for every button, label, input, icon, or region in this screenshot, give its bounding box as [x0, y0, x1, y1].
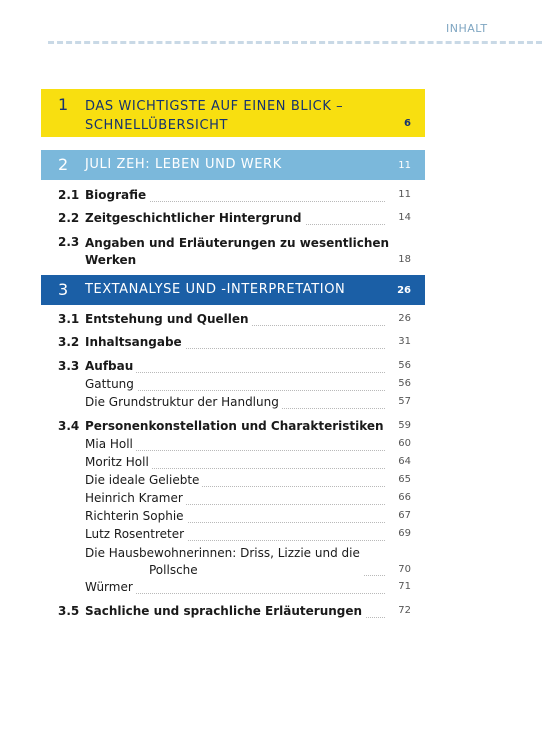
entry-title: Lutz Rosentreter — [85, 527, 187, 541]
entry-title — [85, 235, 392, 269]
entry-title: Die ideale Geliebte — [85, 473, 202, 487]
page-header-label: INHALT — [446, 22, 488, 35]
toc-subentry[interactable] — [41, 527, 425, 545]
entry-number: 3.3 — [58, 359, 80, 373]
chapter-title — [85, 97, 343, 135]
toc-entry-3-5[interactable] — [41, 604, 425, 622]
toc-subentry[interactable] — [41, 437, 425, 455]
entry-page: 18 — [398, 254, 411, 265]
header-dashed-rule — [48, 41, 542, 44]
toc-subentry[interactable] — [41, 395, 425, 413]
toc-subentry[interactable] — [41, 580, 425, 598]
entry-title: Biografie — [85, 188, 149, 202]
chapter-title: JULI ZEH: LEBEN UND WERK — [85, 157, 282, 172]
entry-page: 26 — [398, 313, 411, 324]
chapter-number: 2 — [58, 155, 69, 174]
entry-title: Personenkonstellation und Charakteristiken — [85, 419, 387, 433]
toc-subentry[interactable] — [41, 377, 425, 395]
entry-title: Sachliche und sprachliche Erläuterungen — [85, 604, 365, 618]
chapter-number: 3 — [58, 280, 69, 299]
toc-entry-3-3[interactable] — [41, 359, 425, 377]
entry-number: 3.2 — [58, 335, 80, 349]
entry-number: 3.4 — [58, 419, 80, 433]
entry-page: 14 — [398, 212, 411, 223]
entry-title: Gattung — [85, 377, 137, 391]
chapter-title-line-1: DAS WICHTIGSTE AUF EINEN BLICK – — [85, 99, 344, 114]
chapter-page: 26 — [397, 285, 411, 296]
entry-page: 71 — [398, 581, 411, 592]
entry-page: 60 — [398, 438, 411, 449]
toc-subentry[interactable] — [41, 545, 425, 579]
entry-page: 64 — [398, 456, 411, 467]
entry-page: 66 — [398, 492, 411, 503]
toc-entry-2-1[interactable] — [41, 188, 425, 206]
chapter-page: 6 — [404, 118, 411, 129]
entry-page: 56 — [398, 360, 411, 371]
entry-title: Zeitgeschichtlicher Hintergrund — [85, 211, 305, 225]
entry-page: 57 — [398, 396, 411, 407]
toc-subentry[interactable] — [41, 491, 425, 509]
entry-page: 65 — [398, 474, 411, 485]
entry-page: 70 — [398, 564, 411, 575]
entry-number: 3.1 — [58, 312, 80, 326]
chapter-1-banner[interactable] — [41, 89, 425, 137]
toc-entry-2-3[interactable] — [41, 235, 425, 269]
toc-entry-3-2[interactable] — [41, 335, 425, 353]
chapter-number: 1 — [58, 95, 69, 114]
entry-number: 3.5 — [58, 604, 80, 618]
entry-title: Entstehung und Quellen — [85, 312, 252, 326]
entry-title: Mia Holl — [85, 437, 136, 451]
entry-page: 67 — [398, 510, 411, 521]
entry-page: 11 — [398, 189, 411, 200]
entry-title: Die Grundstruktur der Handlung — [85, 395, 282, 409]
entry-title-line-1: Angaben und Erläuterungen zu wesentlichen — [85, 236, 390, 250]
toc-entry-3-4[interactable] — [41, 419, 425, 437]
entry-page: 56 — [398, 378, 411, 389]
entry-title: Moritz Holl — [85, 455, 152, 469]
entry-page: 69 — [398, 528, 411, 539]
toc-subentry[interactable] — [41, 455, 425, 473]
entry-title — [85, 545, 363, 579]
entry-number: 2.1 — [58, 188, 80, 202]
chapter-title-line-2: SCHNELLÜBERSICHT — [85, 118, 229, 133]
entry-number: 2.3 — [58, 235, 80, 249]
entry-title-line-1: Die Hausbewohnerinnen: Driss, Lizzie und die — [85, 546, 360, 560]
entry-title-line-2: Pollsche — [149, 563, 198, 577]
toc-subentry[interactable] — [41, 509, 425, 527]
chapter-3-banner[interactable] — [41, 275, 425, 305]
toc-entry-3-1[interactable] — [41, 312, 425, 330]
chapter-page: 11 — [398, 160, 411, 171]
entry-title: Richterin Sophie — [85, 509, 187, 523]
toc-entry-2-2[interactable] — [41, 211, 425, 229]
entry-title: Inhaltsangabe — [85, 335, 185, 349]
chapter-2-banner[interactable] — [41, 150, 425, 180]
entry-page: 59 — [398, 420, 411, 431]
entry-title: Würmer — [85, 580, 136, 594]
entry-title-line-2: Werken — [85, 253, 137, 267]
entry-number: 2.2 — [58, 211, 80, 225]
entry-page: 31 — [398, 336, 411, 347]
chapter-title: TEXTANALYSE UND -INTERPRETATION — [85, 282, 346, 297]
entry-title: Aufbau — [85, 359, 136, 373]
entry-page: 72 — [398, 605, 411, 616]
toc-subentry[interactable] — [41, 473, 425, 491]
entry-title: Heinrich Kramer — [85, 491, 186, 505]
